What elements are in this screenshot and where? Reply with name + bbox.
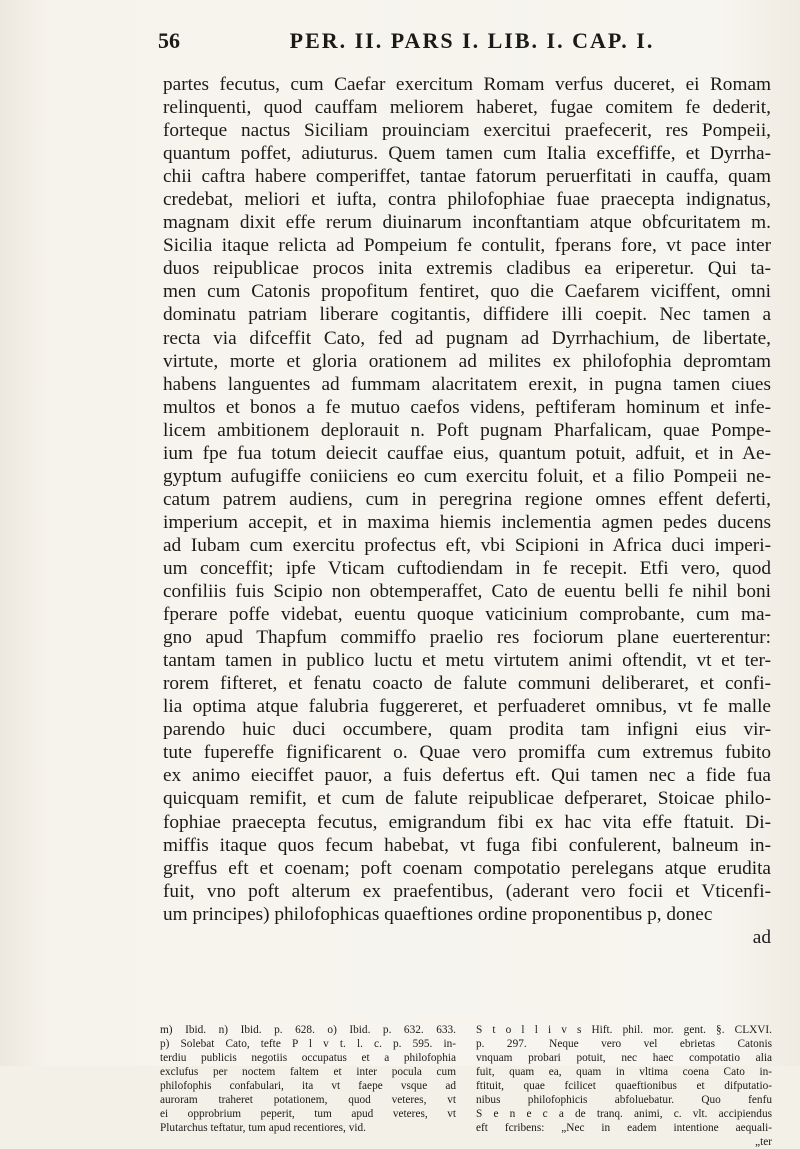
text-line: partes fecutus, cum Caefar exercitum Romam verfus duceret, ei Romam bbox=[163, 74, 771, 95]
footnotes-left-column bbox=[160, 1023, 456, 1149]
text-line: Sicilia itaque relicta ad Pompeium fe contulit, fperans fore, vt pace inter bbox=[163, 235, 771, 257]
footnote-line: S t o l l i v s Hift. phil. mor. gent. §. CLXVI. bbox=[476, 1024, 772, 1036]
text-line: miffis itaque quos fecum habebat, vt fuga fibi confulerent, balneum in- bbox=[163, 834, 771, 856]
text-line: relinquenti, quod cauffam meliorem haberet, fugae comitem fe dederit, bbox=[163, 97, 771, 119]
footnote-line: S e n e c a de tranq. animi, c. vlt. accipiendus bbox=[476, 1108, 772, 1120]
footnote-line: ftituit, quae fcilicet quaeftionibus et difputatio- bbox=[476, 1080, 772, 1092]
text-line: parendo huic duci occumbere, quam prodita tam infigni eius vir- bbox=[163, 719, 771, 741]
catchword: ad bbox=[752, 926, 771, 948]
footnote-line: vnquam probari potuit, nec haec compotatio alia bbox=[476, 1052, 772, 1064]
footnote-line: ei opprobrium peperit, tum apud veteres, vt bbox=[160, 1108, 456, 1120]
footnote-line: p) Solebat Cato, tefte P l v t. l. c. p. 595. in- bbox=[160, 1038, 456, 1050]
footnote-line: eft fcribens: „Nec in eadem intentione aequali- bbox=[476, 1122, 772, 1134]
running-head: PER. II. PARS I. LIB. I. CAP. I. bbox=[289, 28, 655, 53]
text-line: licem ambitionem deplorauit n. Poft pugnam Pharfalicam, quae Pompe- bbox=[163, 419, 771, 441]
text-line: habens languentes ad fummam alacritatem erexit, in pugna tamen ciues bbox=[163, 373, 771, 395]
text-line: chii caftra habere comperiffet, tantae fatorum peruerfitati in cauffa, quam bbox=[163, 166, 771, 188]
text-line: recta via difceffit Cato, fed ad pugnam ad Dyrrhachium, de libertate, bbox=[163, 327, 771, 349]
footnote-line: Plutarchus teftatur, tum apud recentiores, vid. bbox=[160, 1122, 366, 1134]
footnote-line: exclufus per noctem faltem et inter pocula cum bbox=[160, 1066, 456, 1078]
text-line: fperare poffe videbat, euentu quoque vaticinium comprobante, cum ma- bbox=[163, 604, 771, 626]
footnotes bbox=[160, 1023, 772, 1149]
text-line: um principes) philofophicas quaeftiones ordine proponentibus p, donec bbox=[163, 903, 713, 925]
footnote-line: philofophis confabulari, ita vt faepe vsque ad bbox=[160, 1080, 456, 1092]
footnote-line: nibus philofophicis abfoluebatur. Quo fenfu bbox=[476, 1094, 772, 1106]
text-line: gyptum aufugiffe coniiciens eo cum exercitu foluit, et a filio Pompeii ne- bbox=[163, 465, 771, 487]
footnote-line: auroram traheret potationem, quod veteres, vt bbox=[160, 1094, 456, 1106]
text-line: confiliis fuis Scipio non obtemperaffet, Cato de euentu belli fe nihil boni bbox=[163, 581, 771, 603]
text-line: virtute, morte et gloria orationem ad milites ex philofophia depromtam bbox=[163, 350, 771, 372]
text-line: forteque nactus Siciliam prouinciam exercitui praefecerit, res Pompeii, bbox=[163, 120, 771, 142]
text-line: imperium accepit, et in maxima hiemis inclementia agmen pedes ducens bbox=[163, 511, 771, 533]
text-line: fuit, vno poft alterum ex praefentibus, (aderant vero focii et Vticenfi- bbox=[163, 880, 771, 902]
page-number: 56 bbox=[158, 28, 180, 53]
text-line: quantum poffet, adiuturus. Quem tamen cum Italia exceffiffe, et Dyrrha- bbox=[163, 143, 771, 165]
footnote-line: m) Ibid. n) Ibid. p. 628. o) Ibid. p. 632. 633. bbox=[160, 1024, 456, 1036]
text-line: dominatu patriam liberare cogitantis, diffidere illi coepit. Nec tamen a bbox=[163, 304, 771, 326]
text-line: duos reipublicae procos inita extremis cladibus ea eriperetur. Qui ta- bbox=[163, 258, 771, 280]
text-line: greffus eft et coenam; poft coenam compotatio perelegans atque erudita bbox=[163, 857, 771, 879]
text-line: tantam tamen in publico luctu et metu virtutem animi oftendit, vt et ter- bbox=[163, 650, 771, 672]
footnotes-right-column bbox=[476, 1023, 772, 1149]
text-line: gno apud Thapfum commiffo praelio res fociorum plane euerterentur: bbox=[163, 627, 771, 649]
text-line: um conceffit; ipfe Vticam cuftodiendam in fe recepit. Etfi vero, quod bbox=[163, 557, 771, 579]
page-header bbox=[158, 28, 758, 58]
text-line: ium fpe fua totum deiecit cauffae eius, quantum potuit, adfuit, et in Ae- bbox=[163, 442, 771, 464]
footnote-line: fuit, quam ea, quam in vltima coena Cato in- bbox=[476, 1066, 772, 1078]
text-line: ad Iubam cum exercitu profectus eft, vbi Scipioni in Africa duci imperi- bbox=[163, 534, 771, 556]
text-line: quicquam remifit, et cum de falute reipublicae defperaret, Stoicae philo- bbox=[163, 788, 771, 810]
text-line: fophiae praecepta fecutus, emigrandum fibi ex hac vita effe ftatuit. Di- bbox=[163, 811, 771, 833]
text-line: men cum Catonis propofitum fentiret, quo die Caefarem viciffent, omni bbox=[163, 281, 771, 303]
text-line: catum patrem audiens, cum in peregrina regione omnes effent deferti, bbox=[163, 488, 771, 510]
text-line: lia optima atque falubria fuggereret, et perfuaderet omnibus, vt fe malle bbox=[163, 696, 771, 718]
main-text-block bbox=[163, 73, 771, 949]
text-line: tute fupereffe fignificarent o. Quae vero promiffa cum extremus fubito bbox=[163, 742, 771, 764]
footnote-line: p. 297. Neque vero vel ebrietas Catonis bbox=[476, 1038, 772, 1050]
text-line: rorem fifteret, et fenatu coacto de falute communi deliberaret, et confi- bbox=[163, 673, 771, 695]
text-line: magnam dixit effe rerum diuinarum inconftantiam atque obfcuritatem m. bbox=[163, 212, 771, 234]
footnote-catchword: „ter bbox=[755, 1136, 772, 1148]
text-line: ex animo eieciffet pauor, a fuis defertus eft. Qui tamen nec a fide fua bbox=[163, 765, 771, 787]
text-line: multos et bonos a fe mutuo caefos videns, peftiferam hominum et infe- bbox=[163, 396, 771, 418]
text-line: credebat, meliori et iufta, contra philofophiae fuae praecepta indignatus, bbox=[163, 189, 771, 211]
footnote-line: terdiu publicis negotiis occupatus et a philofophia bbox=[160, 1052, 456, 1064]
